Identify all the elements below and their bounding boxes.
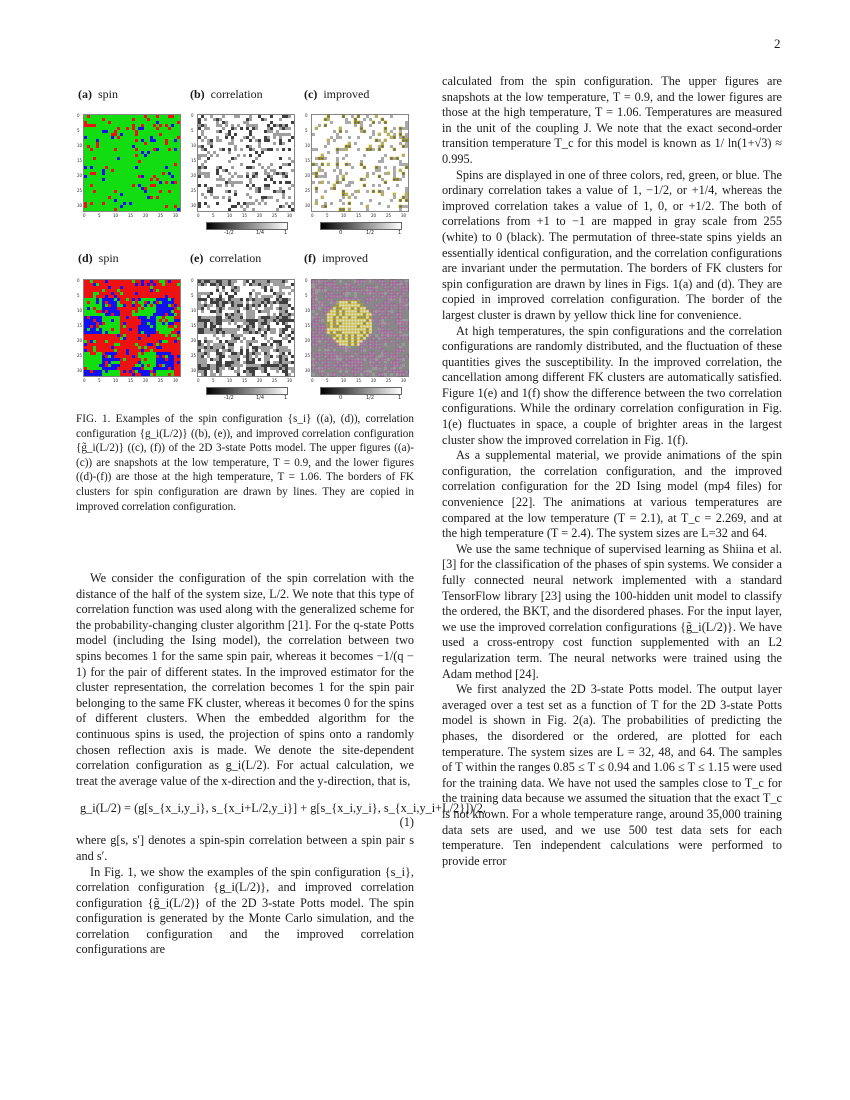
page-number: 2 [774,36,781,51]
svg-text:20: 20 [77,173,83,178]
colorbar-tick: 1/4 [256,230,265,236]
svg-text:25: 25 [158,378,164,383]
svg-text:15: 15 [356,213,362,218]
colorbar-correlation-top [206,222,288,230]
svg-text:5: 5 [77,293,80,298]
svg-text:20: 20 [305,173,311,178]
colorbar-tick: 1 [398,395,402,401]
equation-text: g_i(L/2) = (g[s_{x_i,y_i}, s_{x_i+L/2,y_i}] + g[s_{x_i,y_i}, s_{x_i,y_i+L/2}])/2, [80,801,486,816]
panel-label-a: (a) spin [78,87,119,101]
paragraph: In Fig. 1, we show the examples of the spin configuration {s_i}, correlation configuration {g_i(L/2)}, and improved correlation configuration {g̃_i(L/2)} of the 2D 3-state Potts model. The spin configuration is generated by the Monte Carlo simulation, and the correlation configuration and the improved correlation configurations are [76,864,414,957]
svg-text:25: 25 [191,188,197,193]
svg-text:10: 10 [113,378,119,383]
colorbar-correlation-bottom [206,387,288,395]
svg-text:10: 10 [305,143,311,148]
svg-text:30: 30 [305,203,311,208]
svg-text:25: 25 [305,188,311,193]
paragraph: At high temperatures, the spin configurations and the correlation configurations are randomly distributed, and the fluctuation of these quantities gives the susceptibility. In the improved correlation, the cancellation among different FK clusters are automatically satisfied. Figure 1(e) and 1(f) show the difference between the two correlation configurations. While the ordinary correlation configuration in Fig. 1(e) fluctuates in space, a couple of brighter areas in the largest cluster show the improved correlation in Fig. 1(f). [442,323,782,447]
paragraph: We consider the configuration of the spin correlation with the distance of the half of the system size, L/2. We note that this type of correlation function was used along with the generalized scheme for the probability-changing cluster algorithm [21]. For the q-state Potts model (including the Ising model), the correlation between two spins becomes 1 for the same spin pair, whereas it becomes −1/(q − 1) for the pair of different states. In the improved estimator for the cluster representation, the correlation becomes 1 for the spin pair belonging to the same FK cluster, whereas it becomes 0 for the spins of different clusters. When the embedded algorithm for the continuous spins is used, the projection of spins onto a randomly chosen reflection axis is made. We denote the site-dependent correlation configuration as g_i(L/2). For actual calculation, we treat the average value of the x-direction and the y-direction, that is, [76,571,414,788]
svg-text:5: 5 [326,213,329,218]
paragraph: where g[s, s′] denotes a spin-spin correlation between a spin pair s and s′. [76,833,414,863]
colorbar-tick: 1 [398,230,402,236]
svg-text:0: 0 [83,378,86,383]
spin-configuration-low-temp [76,113,186,221]
svg-text:30: 30 [77,203,83,208]
colorbar-tick: 0 [339,230,343,236]
svg-text:10: 10 [77,143,83,148]
improved-correlation-high-temp [304,278,414,386]
colorbar-tick: 1 [284,230,288,236]
svg-text:20: 20 [77,338,83,343]
panel-label-f: (f) improved [304,251,368,265]
svg-text:15: 15 [77,158,83,163]
paragraph: We use the same technique of supervised learning as Shiina et al. [3] for the classification of the phases of spin systems. We consider a fully connected neural network implemented with a standard TensorFlow library [23] using the 100-hidden unit model to classify the ordered, the BKT, and the disordered phases. For the input layer, we use the improved correlation configurations {g̃_i(L/2)}. We have used a cross-entropy cost function supplemented with an L2 regularization term. The neural networks were trained using the Adam method [24]. [442,541,782,681]
svg-text:0: 0 [77,278,80,283]
paragraph: calculated from the spin configuration. The upper figures are snapshots at the low temperature, T = 0.9, and the lower figures are those at the high temperature, T = 1.06. Temperatures are measured in the unit of the coupling J. We note that the exact second-order transition temperature T_c for this model is known as 1/ ln(1+√3) ≈ 0.995. [442,74,782,166]
svg-text:25: 25 [386,213,392,218]
svg-text:0: 0 [305,113,308,118]
colorbar-tick: -1/2 [224,395,234,401]
svg-text:0: 0 [197,213,200,218]
equation-number: (1) [399,815,414,830]
svg-text:15: 15 [305,158,311,163]
svg-text:15: 15 [128,378,134,383]
correlation-configuration-low-temp [190,113,300,221]
svg-text:25: 25 [158,213,164,218]
svg-text:5: 5 [305,128,308,133]
figure-caption: FIG. 1. Examples of the spin configuration {s_i} ((a), (d)), correlation configuration {g_i(L/2)} ((b), (e)), and improved correlation configuration {g̃_i(L/2)} ((c), (f)) of the 2D 3-state Potts model. The upper figures ((a)-(c)) are snapshots at the low temperature, T = 0.9, and the lower figures ((d)-(f)) are those at the high temperature, T = 1.06. The borders of FK clusters for spin configuration are drawn by lines. They are copied in improved correlation configuration. [76,413,414,513]
svg-text:15: 15 [77,323,83,328]
svg-text:25: 25 [272,213,278,218]
svg-text:5: 5 [212,213,215,218]
svg-text:25: 25 [77,353,83,358]
colorbar-tick: 1/2 [366,230,375,236]
colorbar-improved-bottom [320,387,402,395]
paragraph: As a supplemental material, we provide animations of the spin configuration, the correlation configuration, and the improved correlation configuration for the 2D Ising model (mp4 files) for convenience [22]. The animations at various temperatures are compared at the low temperature (T = 2.1), at T_c = 2.269, and at the high temperature (T = 2.4). The system sizes are L=32 and 64. [442,448,782,541]
panel-label-d: (d) spin [78,251,119,265]
svg-text:25: 25 [77,188,83,193]
svg-text:5: 5 [98,213,101,218]
equation-1 [76,797,486,831]
panel-label-e: (e) correlation [190,251,262,265]
svg-text:30: 30 [173,213,179,218]
colorbar-tick: 1/2 [366,395,375,401]
svg-text:15: 15 [242,213,248,218]
svg-text:5: 5 [98,378,101,383]
svg-text:0: 0 [191,113,194,118]
paragraph: Spins are displayed in one of three colors, red, green, or blue. The ordinary correlation takes a value of 1, −1/2, or +1/4, whereas the improved correlation takes a value of 1, 0, or +1/2. The both of correlations from +1 to −1 are mapped in gray scale from 255 (white) to 0 (black). The permutation of three-state spins yields an essentially identical configuration, and the correlation configurations are invariant under the permutation. The borders of FK clusters for spin configuration are drawn by lines in Figs. 1(a) and (d). They are copied in improved correlation configuration. The border of the largest cluster is drawn by yellow thick line for convenience. [442,167,782,322]
colorbar-improved-top [320,222,402,230]
right-column [442,74,782,869]
correlation-configuration-high-temp [190,278,300,386]
svg-text:0: 0 [83,213,86,218]
svg-text:10: 10 [227,213,233,218]
colorbar-tick: 1/4 [256,395,265,401]
improved-correlation-low-temp [304,113,414,221]
colorbar-tick: 1 [284,395,288,401]
svg-text:30: 30 [401,213,407,218]
svg-text:20: 20 [371,213,377,218]
svg-text:15: 15 [191,158,197,163]
svg-text:30: 30 [287,213,293,218]
svg-text:20: 20 [143,213,149,218]
svg-text:10: 10 [77,308,83,313]
colorbar-tick: -1/2 [224,230,234,236]
svg-text:10: 10 [191,143,197,148]
panel-label-b: (b) correlation [190,87,263,101]
svg-text:30: 30 [173,378,179,383]
paragraph: We first analyzed the 2D 3-state Potts model. The output layer averaged over a test set as a function of T for the 2D 3-state Potts model is shown in Fig. 2(a). The probabilities of predicting the phases, the disordered or the ordered, are plotted for each temperature. The system sizes are L = 32, 48, and 64. The samples of T within the ranges 0.85 ≤ T ≤ 0.94 and 1.06 ≤ T ≤ 1.15 were used for the training data. We have not used the samples close to T_c for the training data because we assumed the situation that the exact T_c is not known. For a whole temperature range, around 35,000 training data sets are used, and we use 500 test data sets for each temperature. Ten independent calculations were performed to provide error [442,682,782,868]
colorbar-tick: 0 [339,395,343,401]
svg-text:30: 30 [191,203,197,208]
svg-text:5: 5 [77,128,80,133]
svg-text:15: 15 [128,213,134,218]
svg-text:20: 20 [143,378,149,383]
svg-text:10: 10 [341,213,347,218]
left-column [76,571,486,958]
svg-text:30: 30 [77,368,83,373]
spin-configuration-high-temp [76,278,186,386]
svg-text:0: 0 [77,113,80,118]
svg-text:20: 20 [257,213,263,218]
svg-text:20: 20 [191,173,197,178]
svg-text:10: 10 [113,213,119,218]
svg-text:5: 5 [191,128,194,133]
panel-label-c: (c) improved [304,87,370,101]
svg-text:0: 0 [311,213,314,218]
